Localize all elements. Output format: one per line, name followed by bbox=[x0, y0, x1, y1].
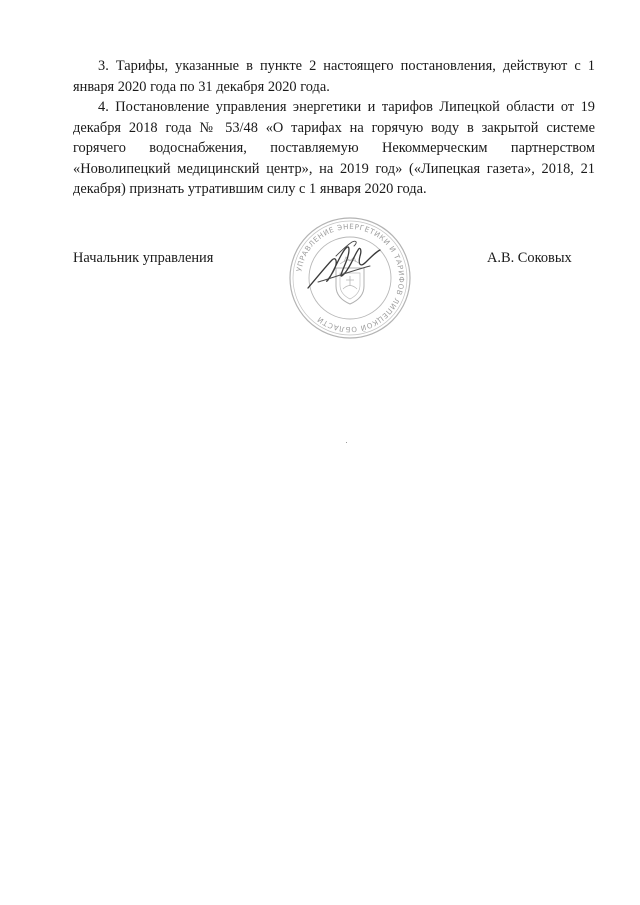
paragraph-4: 4. Постановление управления энергетики и тарифов Липецкой области от 19 декабря 2018 года № 53/48 «О тарифах на горячую воду в закрытой системе горячего водоснабжения, поставляемую Некоммерческим партнерством «Новолипецкий медицинский центр», на 2019 год» («Липецкая газета», 2018, 21 декабря) признать утратившим силу с 1 января 2020 года. bbox=[73, 99, 595, 197]
scan-speck bbox=[346, 442, 347, 443]
signatory-title: Начальник управления bbox=[73, 250, 214, 266]
paragraph-3: 3. Тарифы, указанные в пункте 2 настоящего постановления, действуют с 1 января 2020 года по 31 декабря 2020 года. bbox=[73, 58, 595, 95]
seal-ring-text: УПРАВЛЕНИЕ ЭНЕРГЕТИКИ И ТАРИФОВ ЛИПЕЦКОЙ ОБЛАСТИ bbox=[294, 221, 407, 335]
handwritten-signature bbox=[308, 241, 380, 288]
signatory-name: А.В. Соковых bbox=[487, 250, 572, 266]
official-seal bbox=[288, 216, 412, 340]
